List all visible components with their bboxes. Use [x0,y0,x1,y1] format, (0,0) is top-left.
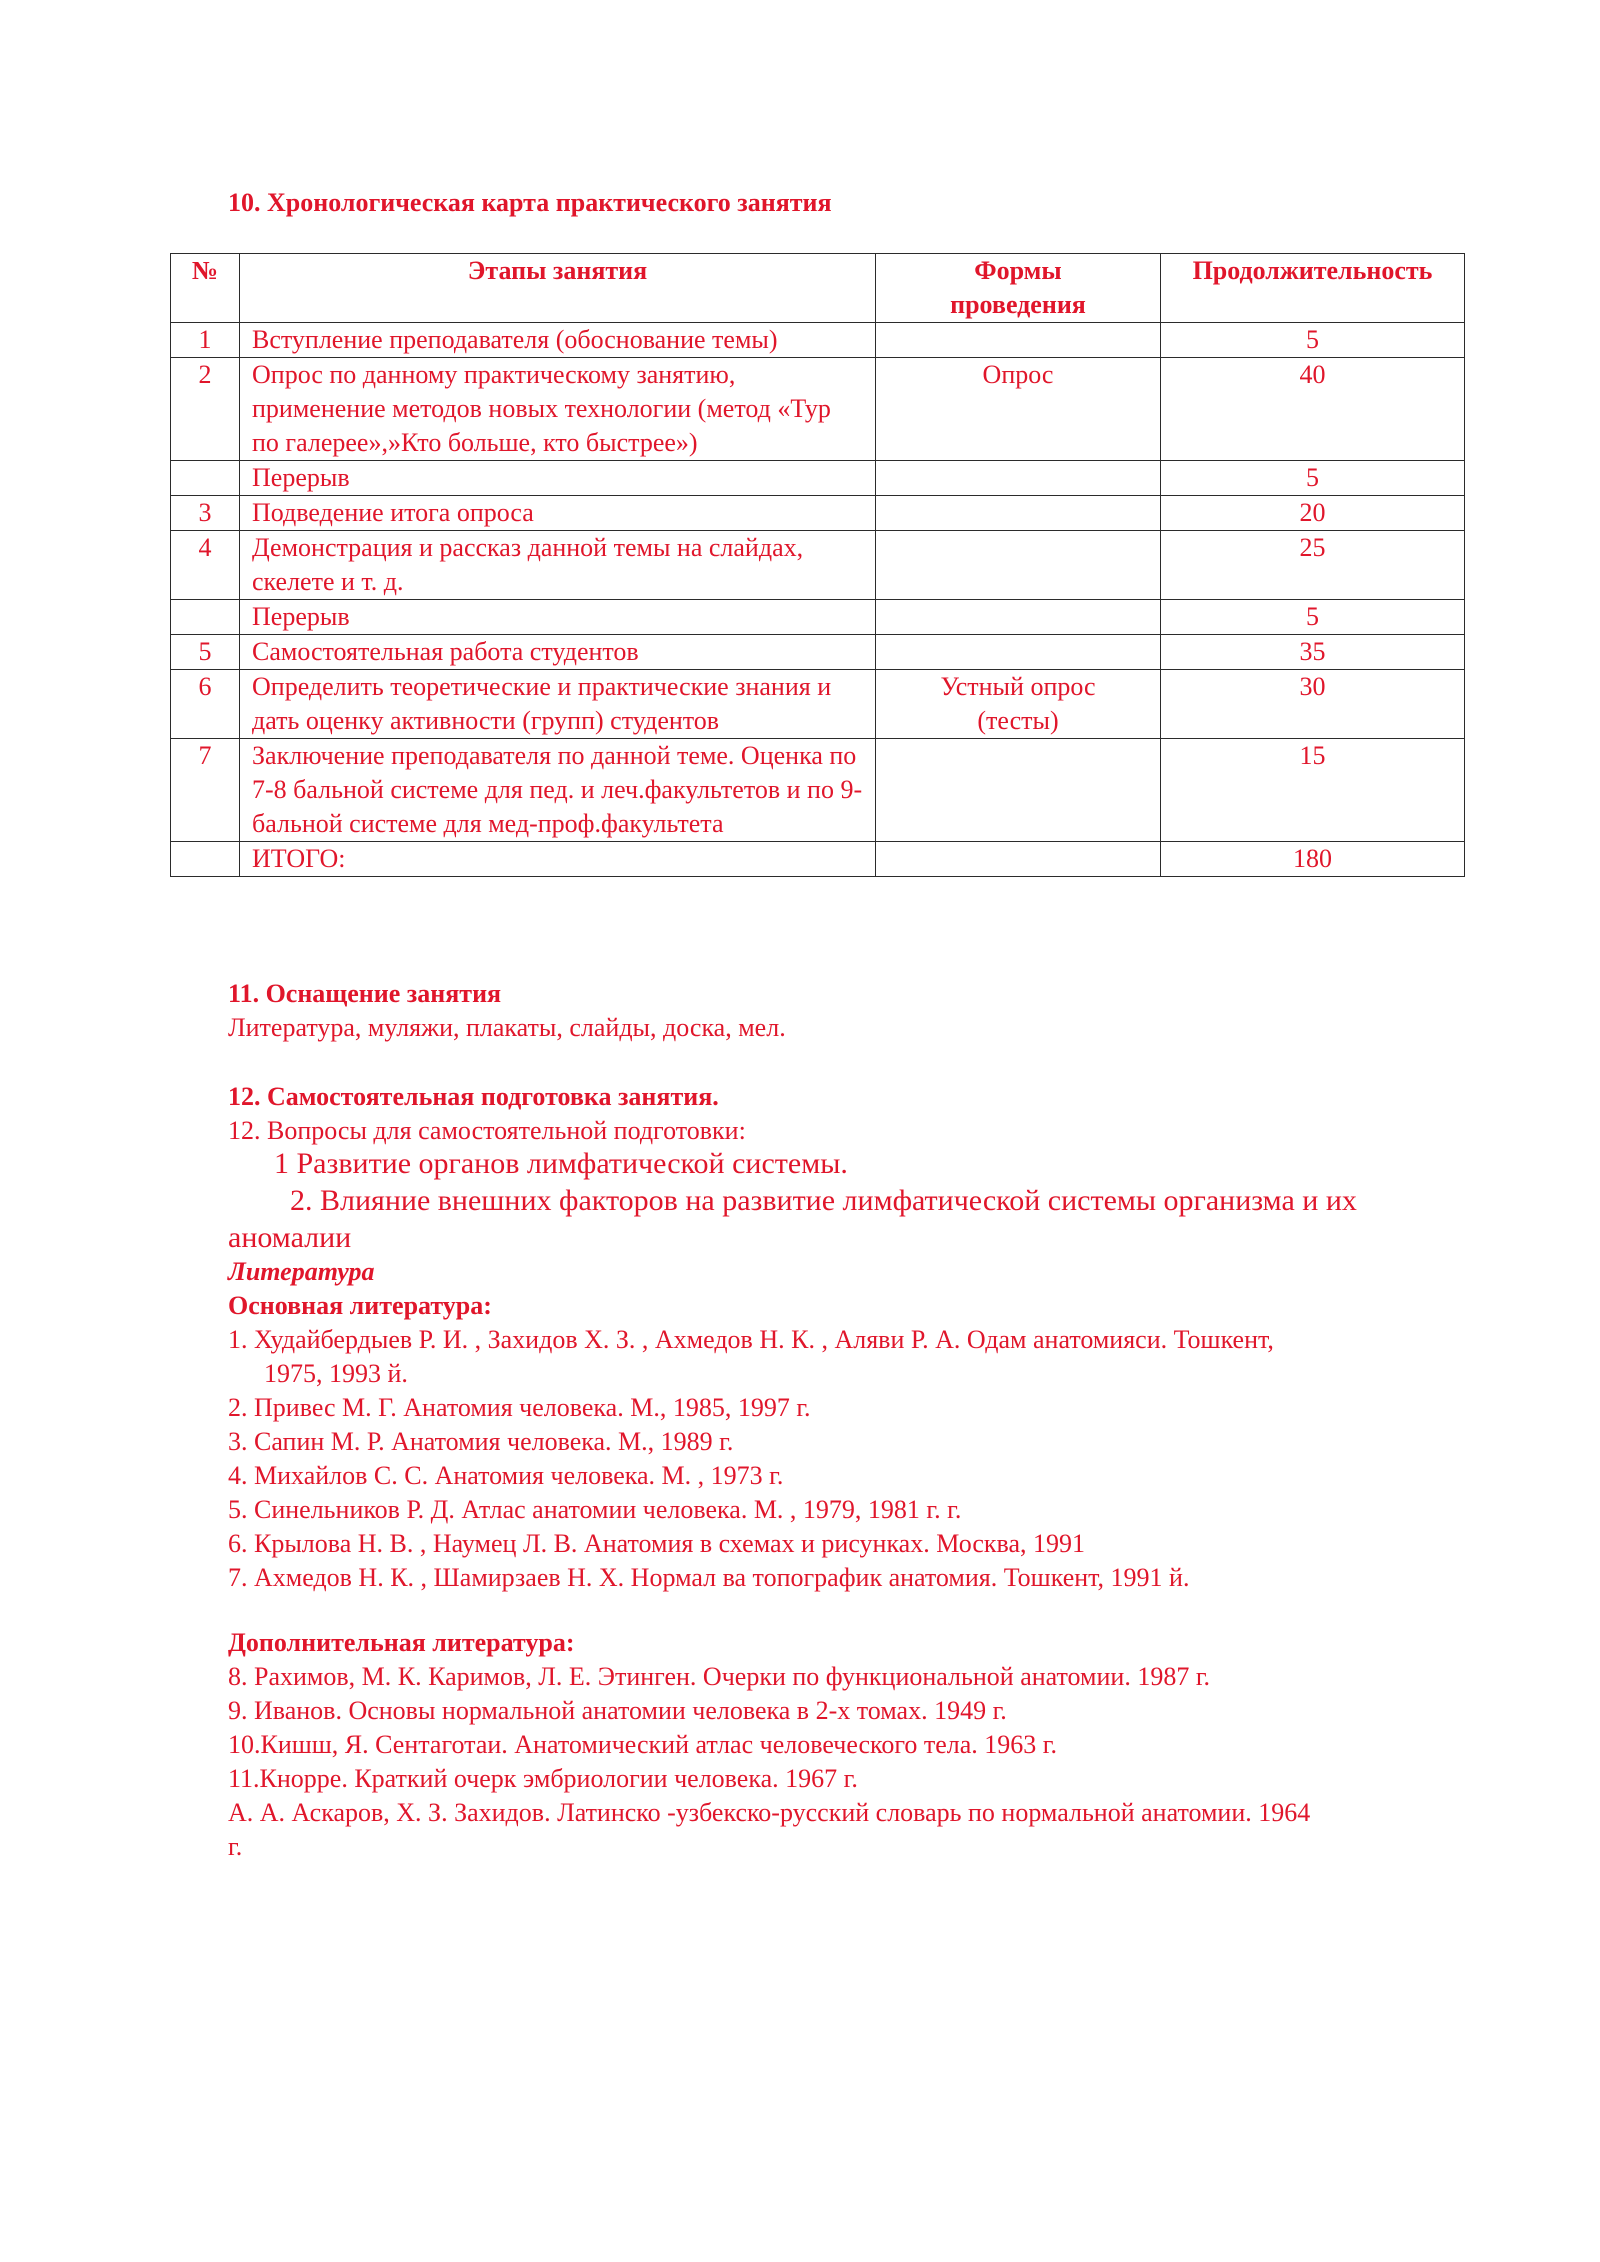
row-number [171,600,240,635]
question-2-line-1: 2. Влияние внешних факторов на развитие лимфатической системы организма и их [290,1184,1357,1217]
row-duration: 35 [1161,635,1465,670]
row-number: 2 [171,358,240,461]
row-form [876,323,1161,358]
row-stage: Перерыв [240,600,876,635]
table-header-row [171,254,1465,323]
table-row [171,600,1465,635]
question-1: 1 Развитие органов лимфатической системы. [274,1147,848,1180]
main-literature-title: Основная литература: [228,1291,492,1320]
row-number: 7 [171,739,240,842]
header-forms: Формы проведения [876,254,1161,323]
row-form [876,461,1161,496]
row-number: 5 [171,635,240,670]
row-form [876,842,1161,877]
row-form: Опрос [876,358,1161,461]
extra-literature-item: А. А. Аскаров, Х. З. Захидов. Латинско -узбекско-русский словарь по нормальной анатомии. 1964 [228,1798,1311,1827]
section-12-title: 12. Самостоятельная подготовка занятия. [228,1082,719,1111]
row-number: 4 [171,531,240,600]
row-form [876,600,1161,635]
row-duration: 25 [1161,531,1465,600]
row-form [876,635,1161,670]
row-duration: 15 [1161,739,1465,842]
row-number [171,461,240,496]
row-stage: ИТОГО: [240,842,876,877]
row-stage: Подведение итога опроса [240,496,876,531]
table-row [171,323,1465,358]
row-duration: 30 [1161,670,1465,739]
row-stage: Вступление преподавателя (обоснование темы) [240,323,876,358]
literature-title: Литература [228,1257,375,1286]
row-stage: Заключение преподавателя по данной теме. Оценка по 7-8 бальной системе для пед. и леч.факультетов и по 9-бальной системе для мед-проф.факультета [240,739,876,842]
header-duration: Продолжительность [1161,254,1465,323]
extra-literature-item: 10.Кишш, Я. Сентаготаи. Анатомический атлас человеческого тела. 1963 г. [228,1730,1058,1759]
row-duration: 180 [1161,842,1465,877]
row-form [876,496,1161,531]
table-row [171,635,1465,670]
row-duration: 5 [1161,600,1465,635]
main-literature-item-continuation: 1975, 1993 й. [264,1359,408,1388]
table-row-total [171,842,1465,877]
table-row [171,531,1465,600]
table-row [171,461,1465,496]
row-number: 1 [171,323,240,358]
main-literature-item: 3. Сапин М. Р. Анатомия человека. М., 1989 г. [228,1427,734,1456]
row-stage: Самостоятельная работа студентов [240,635,876,670]
row-number: 6 [171,670,240,739]
main-literature-item: 6. Крылова Н. В. , Наумец Л. В. Анатомия в схемах и рисунках. Москва, 1991 [228,1529,1085,1558]
row-form: Устный опрос (тесты) [876,670,1161,739]
question-2-line-2: аномалии [228,1221,352,1254]
row-number [171,842,240,877]
main-literature-item: 1. Худайбердыев Р. И. , Захидов Х. З. , Ахмедов Н. К. , Аляви Р. А. Одам анатомияси. Тошкент, [228,1325,1274,1354]
row-form [876,739,1161,842]
row-stage: Опрос по данному практическому занятию, применение методов новых технологии (метод «Тур по галерее»,»Кто больше, кто быстрее») [240,358,876,461]
row-duration: 20 [1161,496,1465,531]
extra-literature-item: 9. Иванов. Основы нормальной анатомии человека в 2-х томах. 1949 г. [228,1696,1007,1725]
row-duration: 5 [1161,323,1465,358]
header-number: № [171,254,240,323]
main-literature-item: 7. Ахмедов Н. К. , Шамирзаев Н. Х. Нормал ва топографик анатомия. Тошкент, 1991 й. [228,1563,1190,1592]
main-literature-item: 5. Синельников Р. Д. Атлас анатомии человека. М. , 1979, 1981 г. г. [228,1495,962,1524]
main-literature-item: 4. Михайлов С. С. Анатомия человека. М. , 1973 г. [228,1461,784,1490]
extra-literature-item: 11.Кнорре. Краткий очерк эмбриологии человека. 1967 г. [228,1764,858,1793]
table-row [171,496,1465,531]
row-duration: 5 [1161,461,1465,496]
header-stages: Этапы занятия [240,254,876,323]
row-stage: Перерыв [240,461,876,496]
section-12-subtitle: 12. Вопросы для самостоятельной подготовки: [228,1116,746,1145]
section-10-title: 10. Хронологическая карта практического занятия [228,188,832,217]
row-stage: Определить теоретические и практические знания и дать оценку активности (групп) студентов [240,670,876,739]
section-11-text: Литература, муляжи, плакаты, слайды, доска, мел. [228,1013,786,1042]
table-row [171,670,1465,739]
main-literature-item: 2. Привес М. Г. Анатомия человека. М., 1985, 1997 г. [228,1393,811,1422]
row-form [876,531,1161,600]
section-11-title: 11. Оснащение занятия [228,979,502,1008]
extra-literature-item-continuation: г. [228,1832,243,1861]
table-row [171,358,1465,461]
chronological-table [170,253,1465,877]
extra-literature-item: 8. Рахимов, М. К. Каримов, Л. Е. Этинген. Очерки по функциональной анатомии. 1987 г. [228,1662,1211,1691]
row-duration: 40 [1161,358,1465,461]
row-number: 3 [171,496,240,531]
extra-literature-title: Дополнительная литература: [228,1628,575,1657]
table-row [171,739,1465,842]
row-stage: Демонстрация и рассказ данной темы на слайдах, скелете и т. д. [240,531,876,600]
